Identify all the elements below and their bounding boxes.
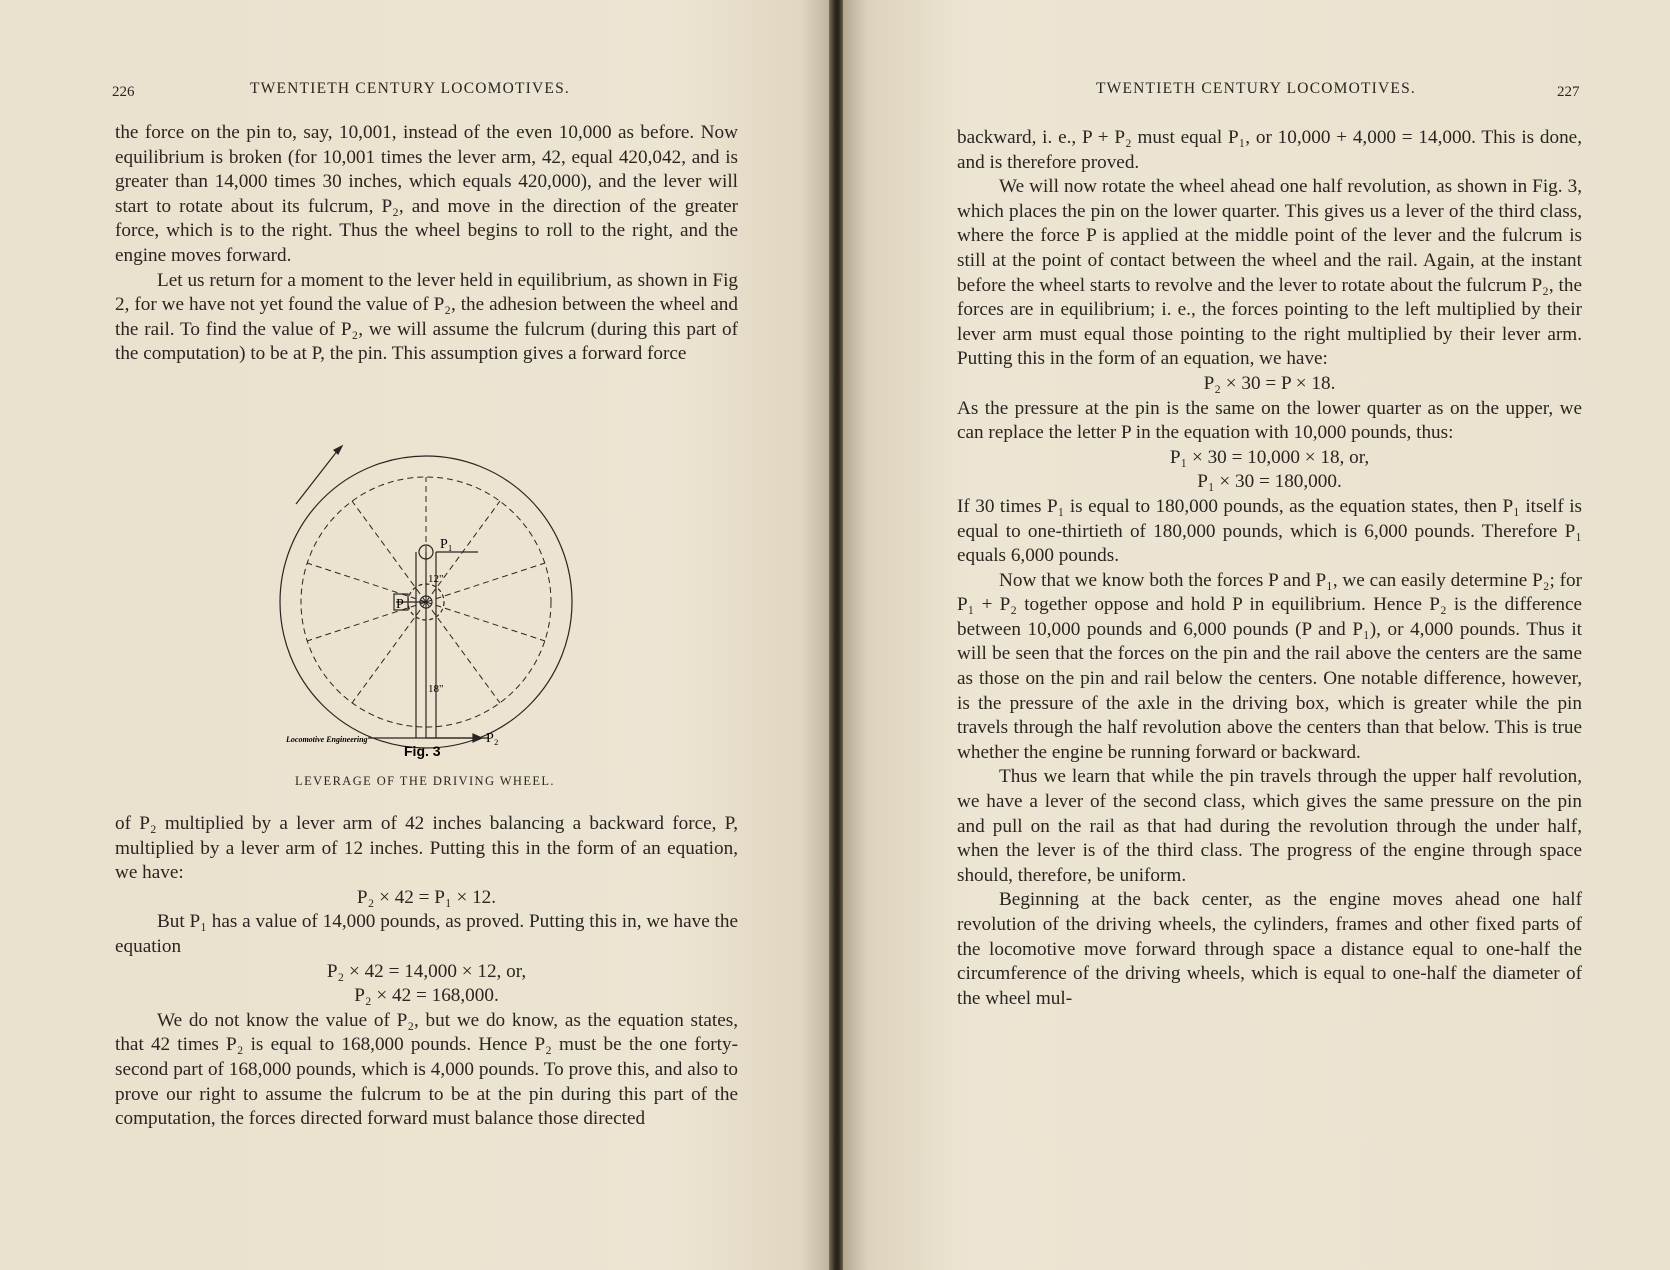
paragraph: the force on the pin to, say, 10,001, instead of the even 10,000 as before. Now equilibrium is broken (for 10,001 times the lever arm, 42, equal 420,042, and is greater than 14,000 times 30 inches, which equals 420,000), and the lever will start to rotate about its fulcrum, P₂, and move in the direction of the greater force, which is to the right. Thus the wheel begins to roll to the right, and the engine moves forward. [115,122,738,266]
figure-credit: Locomotive Engineering [286,735,368,744]
figure-label: Fig. 3 [404,743,441,759]
equation: P₂ × 42 = 14,000 × 12, or, [326,960,527,982]
label-p1: P₁ [440,537,453,552]
equation: P₂ × 30 = P × 18. [1203,372,1336,394]
running-head-left: TWENTIETH CENTURY LOCOMOTIVES. [250,80,570,97]
paragraph: backward, i. e., P + P₂ must equal P₁, or 10,000 + 4,000 = 14,000. This is done, and is therefore proved. [957,127,1582,173]
paragraph: We do not know the value of P₂, but we do know, as the equation states, that 42 times P₂ is equal to 168,000 pounds. Hence P₂ must be the one forty-second part of 168,000 pounds, which is 4,000 pounds. To prove this, and also to prove our right to assume the fulcrum to be at the pin during this part of the computation, the forces directed forward must balance those directed [115,1009,738,1130]
equation: P₁ × 30 = 10,000 × 18, or, [1169,446,1370,468]
paragraph: Let us return for a moment to the lever held in equilibrium, as shown in Fig 2, for we have not yet found the value of P₂, the adhesion between the wheel and the rail. To find the value of P₂, we will assume the fulcrum (during this part of the computation) to be at P, the pin. This assumption gives a forward force [115,269,738,365]
paragraph: Now that we know both the forces P and P₁, we can easily determine P₂; for P₁ + P₂ together oppose and hold P in equilibrium. Hence P₂ is the difference between 10,000 pounds and 6,000 pounds (P and P₁), or 4,000 pounds. Thus it will be seen that the forces on the pin and the rail above the centers are the same as those on the pin and rail below the centers. One notable difference, however, is the pressure of the axle in the driving box, which is greater while the pin travels through the half revolution above the centers than that below. This is true whether the engine be running forward or backward. [957,569,1582,763]
dim-18: 18" [428,683,444,695]
equation: P₂ × 42 = 168,000. [354,985,499,1007]
paragraph: We will now rotate the wheel ahead one half revolution, as shown in Fig. 3, which places the pin on the lower quarter. This gives us a lever of the third class, where the force P is applied at the middle point of the lever and the fulcrum is still at the point of contact between the wheel and the rail. Again, at the instant before the wheel starts to revolve and the lever to rotate about the fulcrum P₂, the forces are in equilibrium; i. e., the forces pointing to the left multiplied by their lever arm must equal those pointing to the right multiplied by their lever arm. Putting this in the form of an equation, we have: [957,176,1582,370]
paragraph: As the pressure at the pin is the same on the lower quarter as on the upper, we can replace the letter P in the equation with 10,000 pounds, thus: [957,397,1582,444]
equation: P₁ × 30 = 180,000. [1197,471,1342,493]
left-text-bottom [115,812,738,1132]
paragraph: Beginning at the back center, as the engine moves ahead one half revolution of the driving wheels, the cylinders, frames and other fixed parts of the locomotive move forward through space a distance equal to one-half the circumference of the driving wheels, which is equal to one-half the diameter of the wheel mul- [957,889,1582,1009]
right-text [957,126,1582,1011]
running-head-right: TWENTIETH CENTURY LOCOMOTIVES. [1096,80,1416,97]
driving-wheel-figure [278,442,588,760]
paragraph: But P₁ has a value of 14,000 pounds, as proved. Putting this in, we have the equation [115,911,738,957]
paragraph: of P₂ multiplied by a lever arm of 42 inches balancing a backward force, P, multiplied by a lever arm of 12 inches. Putting this in the form of an equation, we have: [115,813,738,884]
dim-12: 12" [428,573,444,585]
left-text-top [115,121,738,367]
label-p: P [396,597,404,612]
page-number-right: 227 [1557,84,1580,100]
paragraph: Thus we learn that while the pin travels through the upper half revolution, we have a lever of the second class, which gives the same pressure on the pin and pull on the rail as that had during the revolution through the under half, when the lever is of the third class. The progress of the engine through space should, therefore, be uniform. [957,766,1582,886]
equation: P₂ × 42 = P₁ × 12. [356,886,497,908]
page-number-left: 226 [112,84,135,100]
figure-caption: LEVERAGE OF THE DRIVING WHEEL. [295,774,555,788]
label-p2: P₂ [486,731,499,746]
right-page [843,0,1670,1270]
paragraph: If 30 times P₁ is equal to 180,000 pounds, as the equation states, then P₁ itself is equal to one-thirtieth of 180,000 pounds, which is 6,000 pounds. Therefore P₁ equals 6,000 pounds. [957,495,1582,567]
